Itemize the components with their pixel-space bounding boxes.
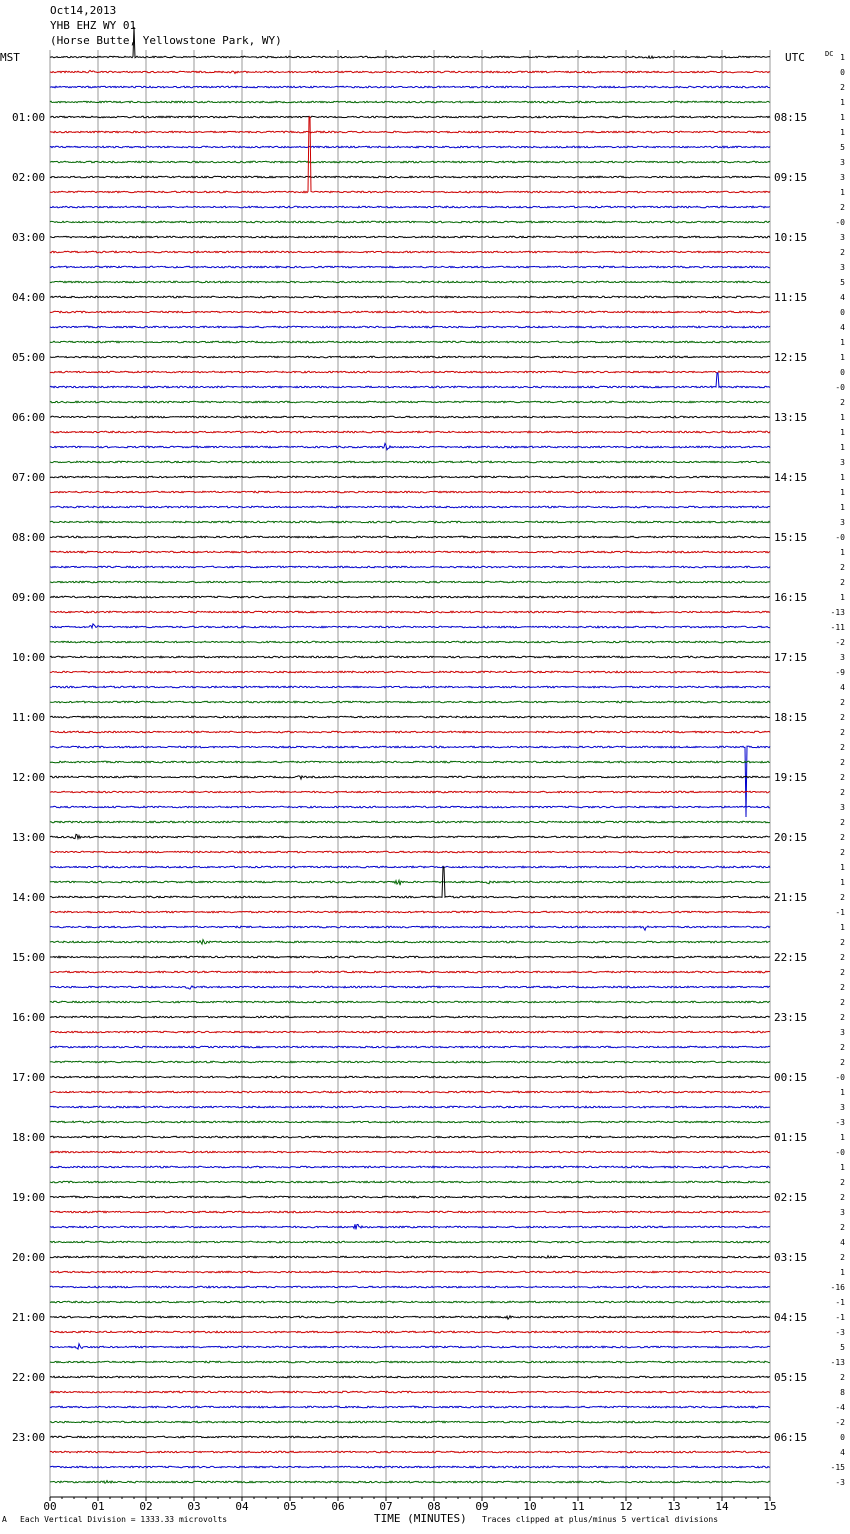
dc-offset-label: 1: [840, 1088, 845, 1097]
seismic-trace: [50, 880, 770, 885]
x-tick-label: 15: [763, 1500, 777, 1513]
utc-hour-label: 06:15: [774, 1431, 808, 1444]
dc-offset-label: 2: [840, 983, 845, 992]
x-tick-label: 01: [91, 1500, 105, 1513]
utc-hour-label: 18:15: [774, 711, 808, 724]
dc-column-label: DC: [825, 50, 834, 58]
seismic-trace: [50, 161, 770, 163]
seismic-trace: [50, 911, 770, 913]
mst-hour-label: 17:00: [12, 1071, 46, 1084]
dc-offset-label: 1: [840, 53, 845, 62]
dc-offset-label: -0: [835, 1073, 845, 1082]
seismic-trace: [50, 986, 770, 989]
dc-offset-label: 1: [840, 113, 845, 122]
dc-offset-label: 2: [840, 818, 845, 827]
seismic-trace: [50, 236, 770, 238]
seismic-trace: [50, 971, 770, 973]
mst-hour-label: 07:00: [12, 471, 46, 484]
dc-offset-label: -4: [835, 1403, 845, 1412]
seismic-trace: [50, 1211, 770, 1213]
dc-offset-label: 3: [840, 803, 845, 812]
dc-offset-label: 3: [840, 1208, 845, 1217]
x-tick-label: 05: [283, 1500, 297, 1513]
seismic-trace: [50, 624, 770, 628]
seismic-trace: [50, 1076, 770, 1078]
seismic-trace: [50, 101, 770, 103]
seismic-trace: [50, 1451, 770, 1453]
dc-offset-label: 4: [840, 293, 845, 302]
seismic-trace: [50, 1106, 770, 1108]
utc-hour-label: 22:15: [774, 951, 808, 964]
seismic-trace: [50, 521, 770, 523]
dc-offset-label: 2: [840, 1253, 845, 1262]
dc-offset-label: 3: [840, 173, 845, 182]
left-timezone-label: MST: [0, 51, 20, 64]
seismic-trace: [50, 326, 770, 328]
dc-offset-label: 2: [840, 698, 845, 707]
seismic-trace: [50, 1436, 770, 1438]
utc-hour-label: 08:15: [774, 111, 808, 124]
seismic-trace: [50, 27, 770, 58]
seismic-trace: [50, 176, 770, 178]
seismic-trace: [50, 1181, 770, 1183]
dc-offset-label: 8: [840, 1388, 845, 1397]
dc-offset-label: 2: [840, 1013, 845, 1022]
utc-hour-label: 16:15: [774, 591, 808, 604]
mst-hour-label: 23:00: [12, 1431, 46, 1444]
x-tick-label: 07: [379, 1500, 393, 1513]
dc-offset-label: 0: [840, 1433, 845, 1442]
station-location: (Horse Butte, Yellowstone Park, WY): [50, 34, 282, 47]
x-tick-label: 10: [523, 1500, 537, 1513]
dc-offset-label: 1: [840, 188, 845, 197]
dc-offset-label: 3: [840, 458, 845, 467]
seismic-trace: [50, 686, 770, 688]
seismic-trace: [50, 821, 770, 823]
mst-hour-label: 13:00: [12, 831, 46, 844]
utc-hour-label: 00:15: [774, 1071, 808, 1084]
dc-offset-label: -2: [835, 1418, 845, 1427]
dc-offset-label: 1: [840, 1163, 845, 1172]
dc-offset-label: 2: [840, 1058, 845, 1067]
dc-offset-label: 2: [840, 953, 845, 962]
dc-offset-label: 2: [840, 788, 845, 797]
dc-offset-label: 2: [840, 1223, 845, 1232]
right-timezone-label: UTC: [785, 51, 805, 64]
dc-offset-label: 2: [840, 968, 845, 977]
x-tick-label: 13: [667, 1500, 681, 1513]
seismic-trace: [50, 341, 770, 343]
seismic-trace: [50, 146, 770, 148]
seismic-trace: [50, 431, 770, 433]
seismic-trace: [50, 221, 770, 223]
mst-hour-label: 18:00: [12, 1131, 46, 1144]
dc-offset-label: -1: [835, 1298, 845, 1307]
seismic-trace: [50, 716, 770, 718]
dc-offset-label: -3: [835, 1478, 845, 1487]
seismic-trace: [50, 266, 770, 268]
dc-offset-label: 4: [840, 323, 845, 332]
seismic-trace: [50, 476, 770, 478]
utc-hour-label: 05:15: [774, 1371, 808, 1384]
seismic-trace: [50, 1344, 770, 1349]
x-tick-label: 03: [187, 1500, 201, 1513]
dc-offset-label: 3: [840, 1103, 845, 1112]
utc-hour-label: 14:15: [774, 471, 808, 484]
seismic-trace: [50, 444, 770, 450]
corner-mark: A: [2, 1515, 7, 1524]
dc-offset-label: 2: [840, 563, 845, 572]
mst-hour-label: 06:00: [12, 411, 46, 424]
mst-hour-label: 21:00: [12, 1311, 46, 1324]
seismic-trace: [50, 791, 770, 793]
seismic-trace: [50, 1316, 770, 1319]
mst-hour-label: 12:00: [12, 771, 46, 784]
dc-offset-label: 0: [840, 308, 845, 317]
seismic-trace: [50, 70, 770, 73]
utc-hour-label: 09:15: [774, 171, 808, 184]
dc-offset-label: 1: [840, 413, 845, 422]
seismic-trace: [50, 281, 770, 283]
dc-offset-label: 1: [840, 338, 845, 347]
seismic-trace: [50, 1271, 770, 1273]
x-tick-label: 11: [571, 1500, 585, 1513]
dc-offset-label: 1: [840, 443, 845, 452]
utc-hour-label: 02:15: [774, 1191, 808, 1204]
seismic-trace: [50, 491, 770, 493]
x-tick-label: 09: [475, 1500, 489, 1513]
seismic-trace: [50, 536, 770, 538]
seismic-trace: [50, 1061, 770, 1063]
dc-offset-label: -2: [835, 638, 845, 647]
dc-offset-label: 1: [840, 548, 845, 557]
dc-offset-label: -3: [835, 1118, 845, 1127]
x-tick-label: 12: [619, 1500, 633, 1513]
dc-offset-label: -9: [835, 668, 845, 677]
utc-hour-label: 21:15: [774, 891, 808, 904]
seismic-trace: [50, 940, 770, 944]
dc-offset-label: 5: [840, 143, 845, 152]
seismic-trace: [50, 1136, 770, 1138]
utc-hour-label: 23:15: [774, 1011, 808, 1024]
dc-offset-label: 1: [840, 428, 845, 437]
seismic-trace: [50, 1166, 770, 1168]
dc-offset-label: 1: [840, 1133, 845, 1142]
seismic-trace: [50, 1031, 770, 1033]
dc-offset-label: -1: [835, 908, 845, 917]
seismic-trace: [50, 641, 770, 643]
mst-hour-label: 20:00: [12, 1251, 46, 1264]
seismic-trace: [50, 251, 770, 253]
x-tick-label: 00: [43, 1500, 57, 1513]
vertical-scale-note: Each Vertical Division = 1333.33 microvolts: [20, 1515, 228, 1524]
seismic-trace: [50, 1046, 770, 1048]
dc-offset-label: 0: [840, 368, 845, 377]
dc-offset-label: -0: [835, 533, 845, 542]
dc-offset-label: 2: [840, 248, 845, 257]
dc-offset-label: 2: [840, 998, 845, 1007]
dc-offset-label: 2: [840, 848, 845, 857]
seismic-trace: [50, 371, 770, 373]
mst-hour-label: 02:00: [12, 171, 46, 184]
dc-offset-label: 1: [840, 503, 845, 512]
dc-offset-label: 1: [840, 128, 845, 137]
dc-offset-label: 4: [840, 683, 845, 692]
seismic-trace: [50, 311, 770, 313]
utc-hour-label: 04:15: [774, 1311, 808, 1324]
dc-offset-label: 1: [840, 353, 845, 362]
seismic-trace: [50, 656, 770, 658]
dc-offset-label: 5: [840, 278, 845, 287]
mst-hour-label: 04:00: [12, 291, 46, 304]
dc-offset-label: 2: [840, 1193, 845, 1202]
seismic-trace: [50, 1331, 770, 1333]
mst-hour-label: 15:00: [12, 951, 46, 964]
seismic-trace: [50, 926, 770, 930]
x-tick-label: 08: [427, 1500, 441, 1513]
utc-hour-label: 03:15: [774, 1251, 808, 1264]
dc-offset-label: 2: [840, 713, 845, 722]
mst-hour-label: 09:00: [12, 591, 46, 604]
dc-offset-label: -16: [830, 1283, 845, 1292]
dc-offset-label: 2: [840, 398, 845, 407]
mst-hour-label: 11:00: [12, 711, 46, 724]
dc-offset-label: 2: [840, 1373, 845, 1382]
seismic-trace: [50, 1091, 770, 1093]
dc-offset-label: 2: [840, 773, 845, 782]
seismic-trace: [50, 356, 770, 358]
seismic-trace: [50, 1256, 770, 1258]
dc-offset-label: 3: [840, 233, 845, 242]
mst-hour-label: 22:00: [12, 1371, 46, 1384]
seismic-trace: [50, 1016, 770, 1018]
dc-offset-label: 1: [840, 923, 845, 932]
dc-offset-label: -0: [835, 218, 845, 227]
seismic-trace: [50, 761, 770, 763]
seismic-trace: [50, 776, 770, 779]
seismic-trace: [50, 1406, 770, 1408]
seismic-trace: [50, 1121, 770, 1123]
dc-offset-label: 1: [840, 98, 845, 107]
seismic-trace: [50, 1421, 770, 1423]
dc-offset-label: 2: [840, 893, 845, 902]
seismic-trace: [50, 596, 770, 598]
seismic-trace: [50, 206, 770, 208]
seismic-trace: [50, 671, 770, 673]
dc-offset-label: -0: [835, 1148, 845, 1157]
seismic-trace: [50, 1301, 770, 1303]
seismic-trace: [50, 611, 770, 613]
mst-hour-label: 05:00: [12, 351, 46, 364]
seismic-trace: [50, 1481, 770, 1484]
dc-offset-label: -13: [830, 1358, 845, 1367]
x-tick-label: 02: [139, 1500, 153, 1513]
dc-offset-label: 1: [840, 488, 845, 497]
seismic-trace: [50, 1001, 770, 1003]
seismic-trace: [50, 1361, 770, 1363]
utc-hour-label: 15:15: [774, 531, 808, 544]
dc-offset-label: -3: [835, 1328, 845, 1337]
dc-offset-label: -1: [835, 1313, 845, 1322]
seismic-trace: [50, 373, 770, 388]
utc-hour-label: 17:15: [774, 651, 808, 664]
dc-offset-label: 1: [840, 863, 845, 872]
dc-offset-label: 2: [840, 203, 845, 212]
seismic-trace: [50, 401, 770, 403]
seismic-trace: [50, 86, 770, 88]
dc-offset-label: 1: [840, 1268, 845, 1277]
seismic-trace: [50, 1196, 770, 1198]
dc-offset-label: 4: [840, 1448, 845, 1457]
seismic-trace: [50, 581, 770, 583]
mst-hour-label: 03:00: [12, 231, 46, 244]
x-tick-label: 14: [715, 1500, 729, 1513]
dc-offset-label: 0: [840, 68, 845, 77]
utc-hour-label: 11:15: [774, 291, 808, 304]
dc-offset-label: 3: [840, 158, 845, 167]
dc-offset-label: 2: [840, 1178, 845, 1187]
seismic-trace: [50, 866, 770, 868]
seismic-trace: [50, 1286, 770, 1288]
dc-offset-label: 5: [840, 1343, 845, 1352]
mst-hour-label: 01:00: [12, 111, 46, 124]
x-tick-label: 04: [235, 1500, 249, 1513]
dc-offset-label: 2: [840, 1043, 845, 1052]
plot-date: Oct14,2013: [50, 4, 117, 17]
seismic-trace: [50, 834, 770, 838]
dc-offset-label: 3: [840, 263, 845, 272]
dc-offset-label: 1: [840, 473, 845, 482]
dc-offset-label: -11: [830, 623, 845, 632]
utc-hour-label: 19:15: [774, 771, 808, 784]
x-tick-label: 06: [331, 1500, 345, 1513]
dc-offset-label: -0: [835, 383, 845, 392]
seismic-trace: [50, 956, 770, 958]
utc-hour-label: 13:15: [774, 411, 808, 424]
dc-offset-label: 2: [840, 578, 845, 587]
mst-hour-label: 16:00: [12, 1011, 46, 1024]
seismic-trace: [50, 416, 770, 418]
seismic-trace: [50, 806, 770, 808]
seismic-trace: [50, 1391, 770, 1393]
dc-offset-label: 4: [840, 1238, 845, 1247]
utc-hour-label: 01:15: [774, 1131, 808, 1144]
seismic-trace: [50, 117, 770, 193]
mst-hour-label: 14:00: [12, 891, 46, 904]
utc-hour-label: 20:15: [774, 831, 808, 844]
seismic-trace: [50, 116, 770, 118]
dc-offset-label: 2: [840, 938, 845, 947]
dc-offset-label: 2: [840, 758, 845, 767]
utc-hour-label: 12:15: [774, 351, 808, 364]
dc-offset-label: 2: [840, 833, 845, 842]
seismic-trace: [50, 1151, 770, 1153]
dc-offset-label: 1: [840, 878, 845, 887]
utc-hour-label: 10:15: [774, 231, 808, 244]
seismic-trace: [50, 731, 770, 733]
seismic-trace: [50, 461, 770, 463]
dc-offset-label: 2: [840, 83, 845, 92]
seismic-trace: [50, 1224, 770, 1229]
seismic-trace: [50, 851, 770, 853]
seismic-trace: [50, 506, 770, 508]
seismic-trace: [50, 1376, 770, 1378]
seismic-trace: [50, 551, 770, 553]
dc-offset-label: 2: [840, 743, 845, 752]
dc-offset-label: 3: [840, 1028, 845, 1037]
dc-offset-label: 3: [840, 653, 845, 662]
mst-hour-label: 10:00: [12, 651, 46, 664]
seismic-trace: [50, 701, 770, 703]
clip-note: Traces clipped at plus/minus 5 vertical divisions: [482, 1515, 719, 1524]
mst-hour-label: 08:00: [12, 531, 46, 544]
dc-offset-label: 2: [840, 728, 845, 737]
seismic-trace: [50, 131, 770, 133]
mst-hour-label: 19:00: [12, 1191, 46, 1204]
seismic-trace: [50, 1466, 770, 1468]
dc-offset-label: -13: [830, 608, 845, 617]
dc-offset-label: -15: [830, 1463, 845, 1472]
station-id: YHB EHZ WY 01: [50, 19, 137, 32]
dc-offset-label: 3: [840, 518, 845, 527]
x-axis-label: TIME (MINUTES): [374, 1512, 467, 1525]
seismic-trace: [50, 1241, 770, 1243]
seismic-trace: [50, 566, 770, 568]
seismic-trace: [50, 296, 770, 298]
dc-offset-label: 1: [840, 593, 845, 602]
